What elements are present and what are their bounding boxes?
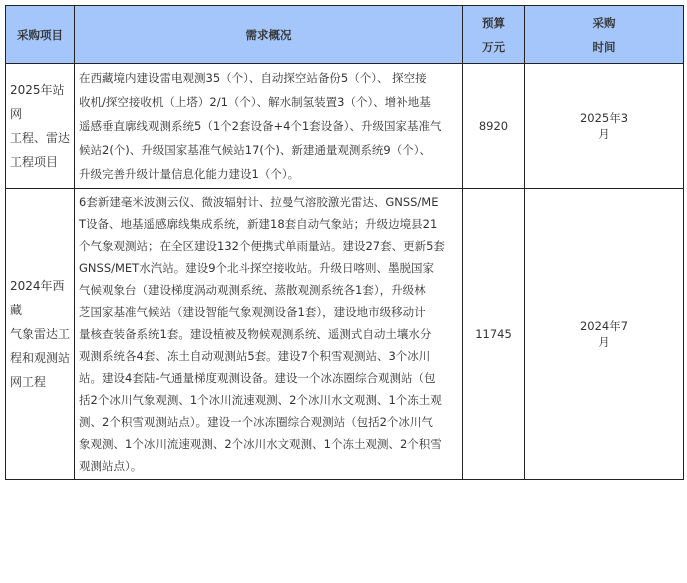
demand-cell-line: 芝国家基准气候站（建设智能气象观测设备1套），建设地市级移动计 [79,305,426,319]
header-time-line: 时间 [592,39,616,54]
table-body [6,64,684,480]
demand-cell [75,64,463,189]
header-project: 采购项目 [6,6,75,64]
time-cell-line: 月 [598,335,610,349]
demand-cell-line: 测、2个积雪观测站点）。建设一个冰冻圈综合观测站（包括2个冰川气 [79,415,433,429]
demand-cell-line: 候站2(个)、升级国家基准气候站17(个)、新建通量观测系统9（个）、 [79,143,431,157]
project-cell-line: 程和观测站 [10,351,71,365]
demand-cell-line: 象观测、1个冰川流速观测、2个冰川水文观测、1个冻土观测、2个积雪 [79,437,442,451]
table-row [6,64,684,189]
header-row [6,6,684,64]
demand-cell-line: 括2个冰川气象观测、1个冰川流速观测、2个冰川水文观测、1个冻土观 [79,393,442,407]
project-cell-line: 工程、雷达 [10,131,71,145]
time-cell [525,64,684,189]
demand-cell-line: 观测站点）。 [79,459,143,473]
project-cell-line: 网工程 [10,375,47,389]
demand-cell-line: 升级完善升级计量信息化能力建设1（个）。 [79,167,300,181]
demand-cell-line: 观测系统各4套、冻土自动观测站5套。建设7个积雪观测站、3个冰川 [79,349,431,363]
time-cell [525,189,684,480]
procurement-table [5,5,684,480]
time-cell-line: 月 [598,127,610,141]
header-demand: 需求概况 [75,6,463,64]
demand-cell-line: GNSS/MET水汽站。建设9个北斗探空接收站。升级日喀则、墨脱国家 [79,261,435,275]
budget-cell: 8920 [463,64,525,189]
project-cell [6,64,75,189]
project-cell-line: 2025年站网 [10,83,65,121]
demand-cell-line: 站。建设4套陆-气通量梯度观测设备。建设一个冰冻圈综合观测站（包 [79,371,436,385]
project-cell [6,189,75,480]
demand-cell [75,189,463,480]
time-cell-line: 2025年3 [579,111,629,125]
header-budget [463,6,525,64]
header-budget-line: 万元 [482,39,505,54]
budget-cell: 11745 [463,189,525,480]
time-cell-line: 2024年7 [579,319,629,333]
project-cell-line: 2024年西藏 [10,279,65,317]
header-time-line: 采购 [592,15,616,30]
demand-cell-line: T设备、地基遥感廓线集成系统，新建18套自动气象站；升级边境县21 [79,217,438,231]
demand-cell-line: 收机/探空接收机（上塔）2/1（个）、解水制氢装置3（个）、增补地基 [79,95,431,109]
demand-cell-line: 6套新建毫米波测云仪、微波辐射计、拉曼气溶胶激光雷达、GNSS/ME [79,195,439,209]
table-row [6,189,684,480]
demand-cell-line: 个气象观测站；在全区建设132个便携式单雨量站。建设27套、更新5套 [79,239,445,253]
header-budget-line: 预算 [482,15,505,30]
project-cell-line: 工程项目 [10,155,59,169]
demand-cell-line: 遥感垂直廓线观测系统5（1个2套设备+4个1套设备）、升级国家基准气 [79,119,442,133]
demand-cell-line: 在西藏境内建设雷电观测35（个）、自动探空站备份5（个）、 探空接 [79,71,427,85]
header-time [525,6,684,64]
project-cell-line: 气象雷达工 [10,327,71,341]
demand-cell-line: 气候观象台（建设梯度涡动观测系统、蒸散观测系统各1套），升级林 [79,283,426,297]
demand-cell-line: 量核查装备系统1套。建设植被及物候观测系统、遥测式自动土壤水分 [79,327,432,341]
